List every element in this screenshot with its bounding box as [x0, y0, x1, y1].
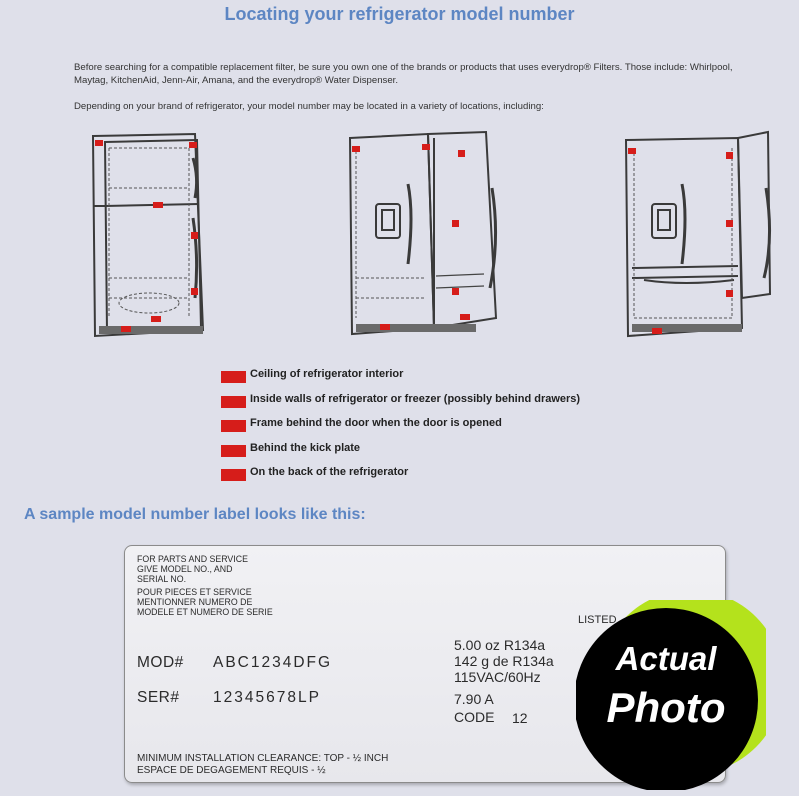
refrigerant-oz: 5.00 oz R134a	[454, 637, 546, 653]
clearance-text-en: MINIMUM INSTALLATION CLEARANCE: TOP - ½ INCH	[137, 753, 389, 764]
legend-label: Inside walls of refrigerator or freezer (possibly behind drawers)	[250, 392, 581, 405]
section-subtitle: A sample model number label looks like this:	[24, 506, 366, 523]
model-number-value: ABC1234DFG	[213, 654, 333, 671]
service-text-fr-3: MODELE ET NUMERO DE SERIE	[137, 607, 273, 617]
refrigerator-diagram-french-door	[622, 128, 778, 342]
red-marker-icon	[221, 445, 246, 457]
legend-label: Behind the kick plate	[250, 441, 361, 454]
amperage-rating: 7.90 A	[454, 691, 494, 707]
service-text-en-1: FOR PARTS AND SERVICE	[137, 554, 248, 564]
legend-label: Ceiling of refrigerator interior	[250, 368, 404, 380]
badge-text-actual: Actual	[615, 640, 717, 677]
code-label: CODE	[454, 709, 495, 725]
voltage-rating: 115VAC/60Hz	[454, 669, 541, 685]
service-text-en-3: SERIAL NO.	[137, 574, 187, 584]
red-marker-icon	[221, 396, 246, 408]
red-marker-icon	[221, 371, 246, 383]
intro-paragraph: Before searching for a compatible replacement filter, be sure you own one of the brands or products that uses everydrop® Filters. Those include: Whirlpool, Maytag, KitchenAid, Jenn-Air, Amana, and the everydrop® Water Dispenser.	[74, 62, 733, 86]
legend-label: Frame behind the door when the door is opened	[250, 417, 502, 429]
clearance-text-fr: ESPACE DE DEGAGEMENT REQUIS - ½	[137, 765, 326, 776]
code-value: 12	[512, 710, 528, 726]
model-number-label: MOD#	[137, 654, 184, 671]
refrigerant-g: 142 g de R134a	[454, 653, 554, 669]
refrigerator-diagram-side-by-side	[346, 128, 502, 340]
legend-label: On the back of the refrigerator	[250, 466, 409, 478]
serial-number-label: SER#	[137, 689, 180, 706]
service-text-fr-2: MENTIONNER NUMERO DE	[137, 597, 253, 607]
badge-text-photo: Photo	[606, 684, 726, 731]
service-text-fr-1: POUR PIECES ET SERVICE	[137, 587, 252, 597]
serial-number-value: 12345678LP	[213, 689, 321, 706]
refrigerator-diagram-top-freezer	[85, 128, 215, 340]
listed-mark: LISTED	[578, 614, 617, 626]
service-text-en-2: GIVE MODEL NO., AND	[137, 564, 233, 574]
locations-intro: Depending on your brand of refrigerator, your model number may be located in a variety of locations, including:	[74, 101, 544, 112]
page-title: Locating your refrigerator model number	[224, 4, 575, 24]
red-marker-icon	[221, 420, 246, 432]
red-marker-icon	[221, 469, 246, 481]
